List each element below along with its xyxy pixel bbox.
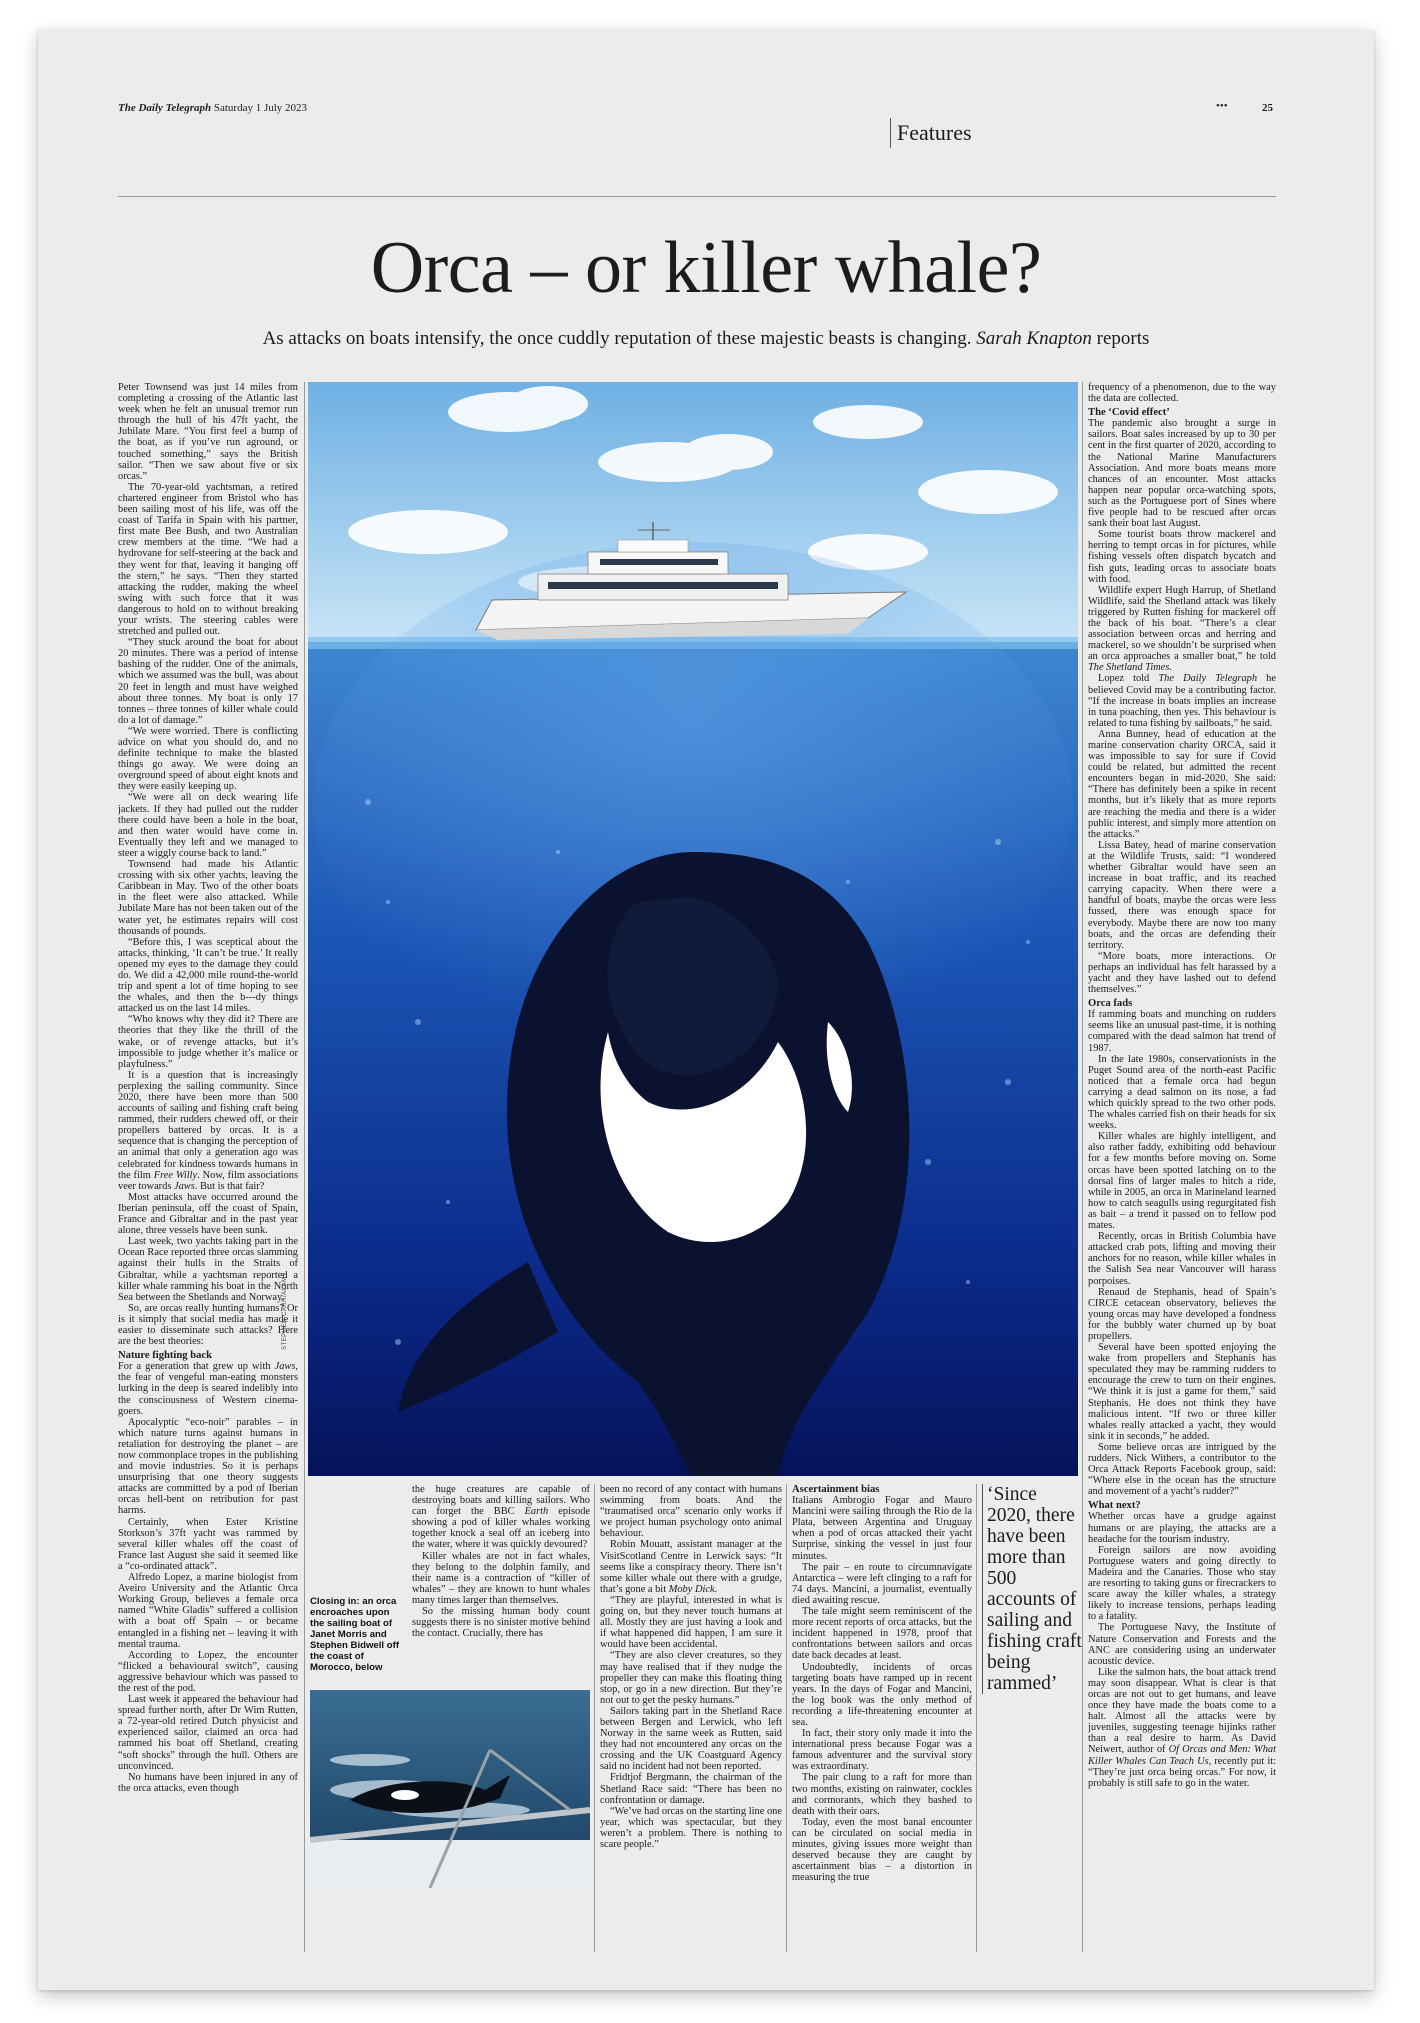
text-run: , recently put it: “They’re just orca being orcas.” For now, it probably is still safe to go in the water. [1088, 1755, 1276, 1789]
page-number: 25 [1262, 102, 1273, 114]
text-run: . [1169, 662, 1173, 674]
text-run: Wildlife expert Hugh Harrup, of Shetland Wildlife, said the Shetland attack was likely triggered by Rutten fishing for mackerel off the back of his boat. “There’s a clear association between orcas and herring and mackerel, so we shouldn’t be surprised when an orca approaches a smaller boat,” he told [1088, 584, 1276, 663]
hero-illustration [308, 382, 1078, 1476]
paragraph: Some believe orcas are intrigued by the rudders. Nick Withers, a contributor to the Orca Attack Reports Facebook group, said: “Where else in the ocean has the structure and movement of a yacht’s rudder?” [1088, 1441, 1276, 1498]
photo-credit: STEPHEN CARR/ALAMY [282, 1271, 288, 1350]
paragraph: been no record of any contact with humans swimming from boats. And the “traumatised orca” scenario only works if we project human psychology onto animal behaviour. [600, 1484, 782, 1540]
paragraph: The 70-year-old yachtsman, a retired chartered engineer from Bristol who has been sailing most of his life, was off the coast of Tarifa in Spain with his partner, first mate Bee Bush, and two Australian crew members at the time. “We had a hydrovane for self-steering at the back and they went for that, leaving it hanging off the stern,” he says. “Then they started attacking the rudder, making the wheel swing with such force that it was dangerous to hold on to without breaking your wrists. The steering cables were stretched and pulled out. [118, 481, 298, 638]
paragraph: Anna Bunney, head of education at the marine conservation charity ORCA, said it was impossible to say for sure if Covid could be related, but admitted the recent encounters began in mid-2020. She said: “There has definitely been a spike in recent months, but it’s likely that as more reports are reaching the media and there is a wider public interest, and simply more attention on the attacks.” [1088, 728, 1276, 840]
paragraph: The tale might seem reminiscent of the more recent reports of orca attacks, but the incident happened in 1978, proof that confrontations between sailors and orcas date back decades at least. [792, 1606, 972, 1662]
image-caption [310, 1596, 404, 1673]
paragraph: Last week, two yachts taking part in the Ocean Race reported three orcas slamming against their hulls in the Straits of Gibraltar, while a yachtsman reported a killer whale ramming his boat in the North Sea between the Shetlands and Norway. [118, 1236, 298, 1303]
paragraph: Some tourist boats throw mackerel and herring to tempt orcas in for pictures, while fishing vessels often dispatch bycatch and fish guts, leading orcas to associate boats with food. [1088, 529, 1276, 585]
paragraph: No humans have been injured in any of the orca attacks, even though [118, 1771, 298, 1794]
paragraph [412, 1484, 590, 1551]
caption-text: Closing in: an orca encroaches upon the sailing boat of Janet Morris and Stephen Bidwell off the coast of Morocco, below [310, 1596, 400, 1673]
column-rule [786, 1484, 787, 1952]
paragraph: So the missing human body count suggests there is no sinister motive behind the contact. Crucially, there has [412, 1606, 590, 1640]
paragraph: Townsend had made his Atlantic crossing with six other yachts, leaving the Caribbean in May. Two of the other boats in the fleet were also attacked. While Jubilate Mare has not been taken out of the water yet, he estimates repairs will cost thousands of pounds. [118, 859, 298, 937]
masthead-dots: ••• [1216, 100, 1228, 112]
paragraph: frequency of a phenomenon, due to the way the data are collected. [1088, 382, 1276, 405]
article-column-1 [118, 382, 298, 1952]
subheading: What next? [1088, 1500, 1141, 1512]
paragraph [118, 1361, 298, 1416]
hero-image-orca-under-yacht [308, 382, 1078, 1476]
masthead [118, 102, 307, 114]
headline: Orca – or killer whale? [370, 227, 1042, 309]
issue-date: Saturday 1 July 2023 [213, 102, 308, 114]
paragraph: “We were worried. There is conflicting advice on what you should do, and no definite technique to make the blasted things go away. We were doing an overground speed of about eight knots and they were easily keeping up. [118, 725, 298, 793]
text-run: , the fear of vengeful man-eating monsters lurking in the deep is seared indelibly into the consciousness of Western cinema-goers. [118, 1361, 298, 1417]
column-rule [1082, 382, 1083, 1952]
paragraph: The pair – en route to circumnavigate Antarctica – were left clinging to a raft for 74 days. Mancini, a journalist, eventually died awaiting rescue. [792, 1561, 972, 1606]
article-column-3 [600, 1484, 782, 1952]
paragraph: “Before this, I was sceptical about the attacks, thinking, ‘It can’t be true.’ It really opened my eyes to the damage they could do. We did a 42,000 mile round-the-world trip and spent a lot of time hoping to see the whales, and then the b---dy things attacked us on the last 14 miles. [118, 936, 298, 1015]
paragraph: Killer whales are highly intelligent, and also rather faddy, exhibiting odd behaviour for a few months before moving on. Some orcas have been spotted latching on to the dorsal fins of larger males to hitch a ride, while in 2005, an orca in Marineland learned how to catch seagulls using regurgitated fish as bait – a trend it passed on to fellow pod mates. [1088, 1131, 1276, 1232]
paragraph: Renaud de Stephanis, head of Spain’s CIRCE cetacean observatory, believes the young orcas may have developed a fondness for the bubbly water churned up by boat propellers. [1088, 1286, 1276, 1342]
header-rule [118, 196, 1276, 197]
article-column-6 [1088, 382, 1276, 1952]
paragraph: So, are orcas really hunting humans? Or is it simply that social media has made it easier to disseminate such attacks? Here are the best theories: [118, 1302, 298, 1348]
paragraph: Foreign sailors are now avoiding Portuguese waters and going directly to Madeira and the Canaries. Those who stay are resorting to taking guns or firecrackers to scare away the killer whales, a strategy likely to increase tensions, perhaps leading to a fatality. [1088, 1544, 1276, 1623]
paragraph: “We were all on deck wearing life jackets. If they had pulled out the rudder there could have been a hole in the boat, and then water would have come in. Eventually they left and we managed to steer a wiggly course back to land.” [118, 792, 298, 859]
paragraph: Whether orcas have a grudge against humans or are playing, the attacks are a headache for the tourism industry. [1088, 1511, 1276, 1545]
film-title: Jaws [173, 1180, 195, 1192]
subheading: Orca fads [1088, 998, 1133, 1010]
programme-title: Earth [524, 1506, 549, 1518]
column-rule [594, 1484, 595, 1952]
publication-name: The Daily Telegraph [118, 102, 212, 114]
paragraph: Lissa Batey, head of marine conservation at the Wildlife Trusts, said: “I wondered whether Gibraltar would have seen an increase in boat traffic, and its reached carrying capacity. When there were a handful of boats, maybe the orcas were less fussed, there was enough space for everybody. Maybe there are now too many boats, and the orcas are defending their territory. [1088, 839, 1276, 951]
paragraph: Fridtjof Bergmann, the chairman of the Shetland Race said: “There has been no confrontation or damage. [600, 1772, 782, 1806]
article-column-2 [412, 1484, 590, 1952]
text-run: Like the salmon hats, the boat attack trend may soon disappear. What is clear is that orcas are not out to get humans, and leave once they have made the boats come to a halt. Almost all the attacks were by juveniles, suggesting teenage hijinks rather than a real desire to harm. As David Neiwert, author of [1088, 1666, 1276, 1756]
paragraph: “They are also clever creatures, so they may have realised that if they nudge the propeller they can make this floating thing stop, or go in a new direction. But they’re not out to get the pesky humans.” [600, 1650, 782, 1706]
publication-title: The Shetland Times [1088, 662, 1170, 674]
paragraph [600, 1539, 782, 1594]
paragraph: Sailors taking part in the Shetland Race between Bergen and Lerwick, who left Norway in the same week as Rutten, said they had not encountered any orcas on the crossing and the UK Coastguard Agency said no incident had not been reported. [600, 1705, 782, 1773]
paragraph: Undoubtedly, incidents of orcas targeting boats have ramped up in recent years. In the days of Fogar and Mancini, the log book was the only method of recording a life-threatening encounter at sea. [792, 1661, 972, 1728]
paragraph: “More boats, more interactions. Or perhaps an individual has felt harassed by a yacht and they have lashed out to defend themselves.” [1088, 950, 1276, 996]
publication-title: The Daily Telegraph [1158, 673, 1258, 685]
book-title: Of Orcas and Men: What Killer Whales Can Teach Us [1088, 1744, 1276, 1767]
subheading: The ‘Covid effect’ [1088, 407, 1170, 419]
paragraph: “They are playful, interested in what is going on, but they never touch humans at all. Mostly they are just having a look and if what happened did happen, I am sure it would have been accidental. [600, 1594, 782, 1651]
paragraph: Last week it appeared the behaviour had spread further north, after Dr Wim Rutten, a 72-year-old retired Dutch physicist and experienced sailor, claimed an orca had rammed his boat off Shetland, creating “soft shocks” through the hull. Others are unconvinced. [118, 1694, 298, 1772]
text-run: . [714, 1583, 718, 1595]
paragraph: The Portuguese Navy, the Institute of Nature Conservation and Forests and the ANC are considering using an underwater acoustic device. [1088, 1622, 1276, 1667]
pull-quote: ‘Since 2020, there have been more than 500 accounts of sailing and fishing craft being rammed’ [982, 1484, 1083, 1694]
column-rule [304, 382, 305, 1952]
column-rule [976, 1484, 977, 1952]
paragraph: Italians Ambrogio Fogar and Mauro Mancini were sailing through the Rio de la Plata, between Argentina and Uruguay when a pod of orcas attacked their yacht Surprise, sinking the vessel in just four minutes. [792, 1495, 972, 1562]
paragraph: Several have been spotted enjoying the wake from propellers and Stephanis has speculated they may be ramming rudders to encourage the crew to turn on their engines. “We think it is just a game for them,” said Stephanis. He does not think they have malicious intent. “If two or three killer whales really attacked a yacht, they would sink it in seconds,” he added. [1088, 1342, 1276, 1442]
book-title: Moby Dick [668, 1583, 715, 1595]
paragraph [1088, 585, 1276, 674]
subheading: Nature fighting back [118, 1350, 212, 1362]
text-run: . But is that fair? [194, 1180, 265, 1192]
paragraph [1088, 673, 1276, 728]
film-title: Jaws [274, 1361, 296, 1373]
paragraph: If ramming boats and munching on rudders seems like an unusual past-time, it is nothing compared with the dead salmon hat trend of 1987. [1088, 1009, 1276, 1054]
paragraph: “Who knows why they did it? There are theories that they like the thrill of the wake, or of revenge attacks, but it’s impossible to judge whether it’s malice or playfulness.” [118, 1014, 298, 1070]
paragraph: In fact, their story only made it into the international press because Fogar was a famous adventurer and the survival story was extraordinary. [792, 1728, 972, 1773]
paragraph: “We’ve had orcas on the starting line one year, which was spectacular, but they weren’t a problem. There is nothing to scare people.” [600, 1805, 782, 1850]
text-run: the huge creatures are capable of destroying boats and killing sailors. Who can forget the BBC [412, 1484, 590, 1518]
text-run: It is a question that is increasingly perplexing the sailing community. Since 2020, there have been more than 500 accounts of sailing and fishing craft being rammed, their rudders chewed off, or their propellers battered by orcas. It is a sequence that is changing the perception of an animal that only a generation ago was celebrated for kindness towards humans in the film [118, 1069, 298, 1181]
newspaper-page [38, 30, 1374, 1990]
paragraph: “They stuck around the boat for about 20 minutes. There was a period of intense bashing of the rudder. One of the animals, which we assumed was the bull, was about 20 feet in length and must have weighed about three tonnes. My boat is only 17 tonnes – three tonnes of killer whale could do a lot of damage.” [118, 637, 298, 726]
paragraph: Killer whales are not in fact whales, they belong to the dolphin family, and their name is a contraction of “killer of whales” – they are known to hunt whales many times larger than themselves. [412, 1550, 590, 1606]
paragraph: Today, even the most banal encounter can be circulated on social media in minutes, giving issues more weight than deserved because they are caught by ascertainment bias – a distortion in measuring the true [792, 1816, 972, 1884]
text-run: he believed Covid may be a contributing factor. “If the increase in boats implies an increase in tuna poaching, then yes. This behaviour is related to tuna fishing by sailboats,” he said. [1088, 673, 1276, 729]
text-run: Robin Mouatt, assistant manager at the VisitScotland Centre in Lerwick says: “It seems like a conspiracy theory. There isn’t some killer whale out there with a grudge, that’s gone a bit [600, 1539, 782, 1595]
paragraph: The pair clung to a raft for more than two months, existing on rainwater, cockles and cormorants, which they bashed to death with their oars. [792, 1772, 972, 1817]
paragraph [1088, 1667, 1276, 1789]
text-run: episode showing a pod of killer whales working together knock a seal off an iceberg into the water, where it was quickly devoured? [412, 1506, 590, 1551]
film-title: Free Willy [153, 1169, 198, 1181]
paragraph: Most attacks have occurred around the Iberian peninsula, off the coast of Spain, France and Gibraltar and in the past year alone, three vessels have been sunk. [118, 1191, 298, 1237]
paragraph: Alfredo Lopez, a marine biologist from Aveiro University and the Atlantic Orca Working Group, believes a female orca named “White Gladis” suffered a collision with a boat off Spain – or became entangled in a fishing net – leaving it with mental trauma. [118, 1572, 298, 1650]
byline: Sarah Knapton [976, 328, 1092, 349]
paragraph: Peter Townsend was just 14 miles from completing a crossing of the Atlantic last week when he felt an unusual tremor run through the hull of his 47ft yacht, the Jubilate Mare. “You first feel a bump of the boat, as if you’ve run aground, or touched something,” says the British sailor. “Then we saw about five or six orcas.” [118, 382, 298, 482]
paragraph: Recently, orcas in British Columbia have attacked crab pots, lifting and moving their anchors for no reason, while killer whales in the Salish Sea near Vancouver will harass porpoises. [1088, 1231, 1276, 1287]
paragraph: Certainly, when Ester Kristine Storkson’s 37ft yacht was rammed by several killer whales off the coast of France last August she said it seemed like a “co-ordinated attack”. [118, 1516, 298, 1572]
paragraph: Apocalyptic “eco-noir” parables – in which nature turns against humans in retaliation for destroying the planet – are now commonplace tropes in the publishing and movie industries. So it is perhaps unsurprising that one theory suggests attacks are committed by a pod of Iberian orcas hell-bent on retribution for past harms. [118, 1416, 298, 1517]
article-column-4 [792, 1484, 972, 1952]
paragraph: The pandemic also brought a surge in sailors. Boat sales increased by up to 30 per cent in the first quarter of 2020, according to the National Marine Manufacturers Association. And more boats means more chances of an encounter. Most attacks happen near popular orca-watching spots, such as the Portuguese port of Sines where five people had to be rescued after orcas sank their boat last August. [1088, 418, 1276, 530]
subheading: Ascertainment bias [792, 1484, 880, 1495]
text-run: Lopez told [1098, 673, 1159, 685]
standfirst-suffix: reports [1091, 328, 1150, 349]
standfirst-text: As attacks on boats intensify, the once cuddly reputation of these majestic beasts is changing. [262, 328, 977, 349]
text-run: . Now, film associations veer towards [118, 1169, 298, 1192]
paragraph: According to Lopez, the encounter “flicked a behavioural switch”, causing aggressive behaviour which was passed to the rest of the pod. [118, 1649, 298, 1694]
text-run: For a generation that grew up with [118, 1361, 275, 1373]
paragraph: In the late 1980s, conservationists in the Puget Sound area of the north-east Pacific noticed that a female orca had begun carrying a dead salmon on its nose, a fad which quickly spread to the two other pods. The whales carried fish on their heads for six weeks. [1088, 1053, 1276, 1132]
paragraph [118, 1070, 298, 1192]
section-label: Features [890, 118, 972, 148]
standfirst [38, 328, 1374, 350]
